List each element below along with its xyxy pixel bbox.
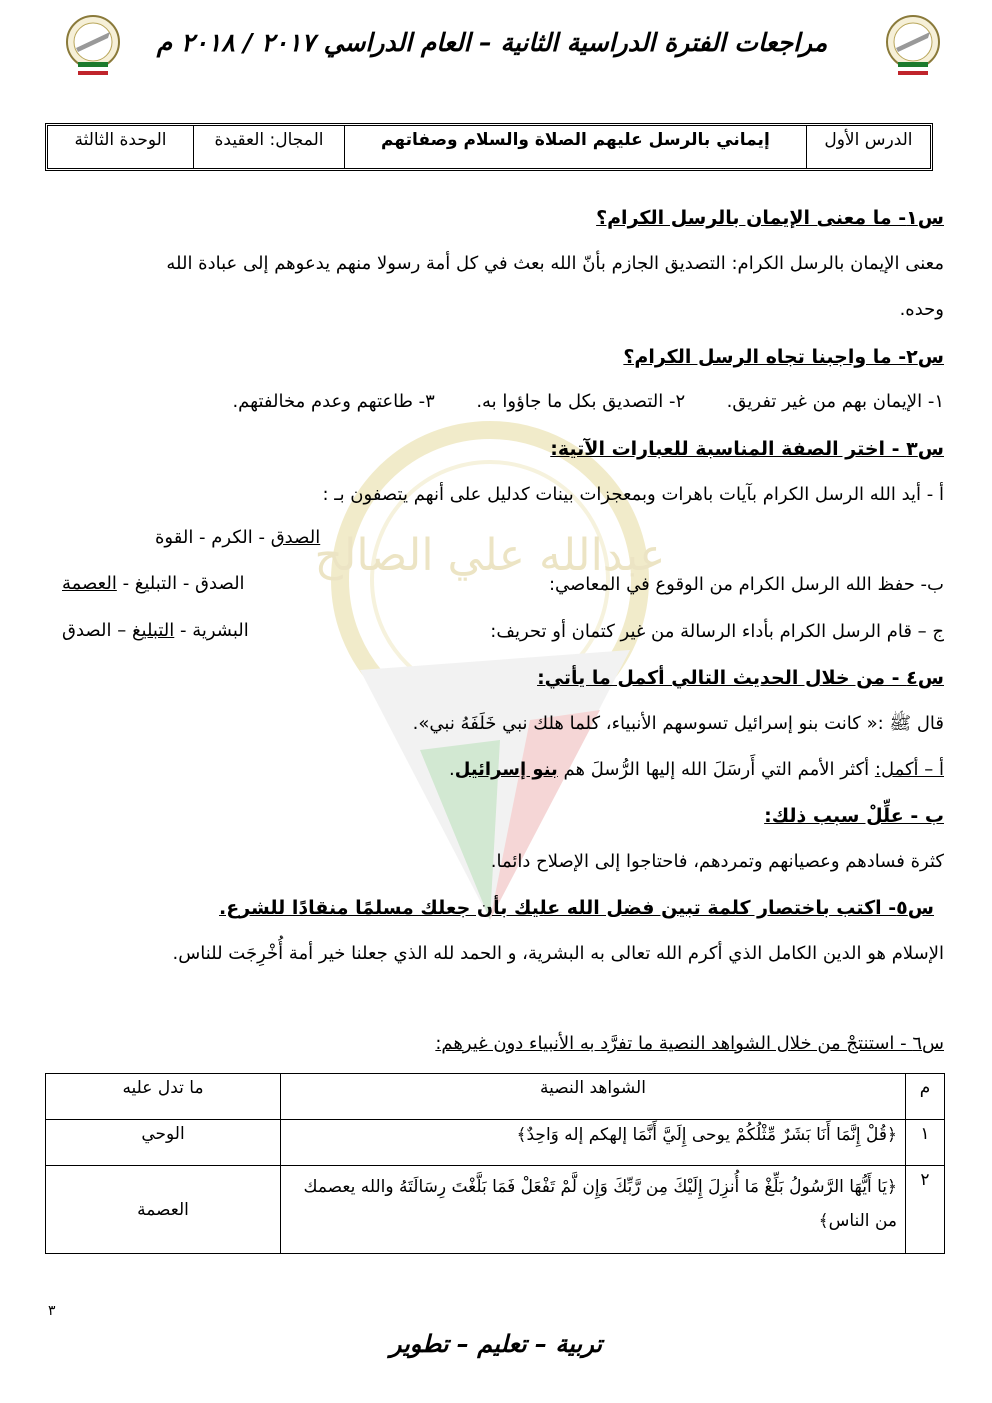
- table-header: ما تدل عليه: [46, 1074, 281, 1120]
- domain-label: المجال: العقيدة: [193, 126, 344, 168]
- footer-motto: تربية – تعليم – تطوير: [389, 1330, 603, 1358]
- school-logo-icon: [64, 14, 122, 76]
- unit-label: الوحدة الثالثة: [74, 130, 167, 150]
- question-3-c: ج – قام الرسل الكرام بأداء الرسالة من غير كتمان أو تحريف:: [490, 621, 944, 642]
- answer-1-line-1: معنى الإيمان بالرسل الكرام: التصديق الجازم بأنّ الله بعث في كل أمة رسولا منهم يدعوهم إلى عبادة الله: [166, 253, 944, 274]
- evidence-text: ﴿يَا أَيُّهَا الرَّسُولُ بَلِّغْ مَا أُنزِلَ إِلَيْكَ مِن رَّبِّكَ وَإِن لَّمْ تَفْعَلْ فَمَا بَلَّغْتَ رِسَالَتَهُ والله يعصمك من الناس﴾: [281, 1166, 906, 1254]
- question-5: س٥- اكتب باختصار كلمة تبين فضل الله عليك بأن جعلك مسلمًا منقادًا للشرع.: [219, 897, 934, 919]
- evidence-table: [45, 1073, 945, 1254]
- lesson-info-table: [45, 123, 933, 171]
- table-header: م: [906, 1074, 945, 1120]
- lesson-number: الدرس الأول: [806, 126, 930, 168]
- table-header-row: [46, 1074, 945, 1120]
- watermark-text: عبدالله علي الصالح: [314, 530, 666, 581]
- page-number: ٣: [48, 1303, 56, 1319]
- row-number: ٢: [906, 1166, 945, 1254]
- question-5-answer: الإسلام هو الدين الكامل الذي أكرم الله تعالى به البشرية، و الحمد لله الذي جعلنا خير أمة أُخْرِجَت للناس.: [172, 943, 944, 964]
- evidence-meaning: العصمة: [46, 1166, 281, 1254]
- table-row: [46, 1166, 945, 1254]
- selected-option: الصدق: [270, 527, 321, 548]
- question-3-b: ب- حفظ الله الرسل الكرام من الوقوع في المعاصي:: [548, 574, 944, 595]
- other-options: – الصدق: [62, 620, 132, 641]
- question-4: س٤ - من خلال الحديث التالي أكمل ما يأتي:: [537, 667, 944, 689]
- question-4-b-answer: كثرة فسادهم وعصيانهم وتمردهم، فاحتاجوا إلى الإصلاح دائما.: [490, 851, 944, 872]
- table-header: الشواهد النصية: [281, 1074, 906, 1120]
- other-options: - الكرم - القوة: [155, 527, 271, 548]
- question-3-c-options: [62, 620, 249, 641]
- table-row: [46, 1120, 945, 1166]
- answer-2-items: [45, 390, 944, 414]
- question-3-a: أ - أيد الله الرسل الكرام بآيات باهرات وبمعجزات بينات كدليل على أنهم يتصفون بـ :: [322, 484, 944, 505]
- row-number: ١: [906, 1120, 945, 1166]
- question-1: س١- ما معنى الإيمان بالرسل الكرام؟: [596, 207, 944, 229]
- selected-option: العصمة: [62, 573, 117, 594]
- question-3-b-options: [62, 573, 245, 594]
- lesson-title: إيماني بالرسل عليهم الصلاة والسلام وصفاتهم: [344, 126, 806, 168]
- question-3-a-options: [155, 527, 320, 548]
- page-title: مراجعات الفترة الدراسية الثانية – العام الدراسي ٢٠١٧ / ٢٠١٨ م: [156, 28, 828, 57]
- question-2: س٢- ما واجبنا تجاه الرسل الكرام؟: [623, 346, 944, 368]
- question-3: س٣ - اختر الصفة المناسبة للعبارات الآتية:: [550, 438, 944, 460]
- selected-option: التبليغ: [131, 620, 175, 641]
- complete-answer: بنو إسرائيل: [454, 759, 558, 780]
- evidence-meaning: الوحي: [46, 1120, 281, 1166]
- question-4-a: أ – أكمل: أكثر الأمم التي أَرسَلَ الله إليها الرُّسلَ هم بنو إسرائيل.: [449, 759, 944, 780]
- question-6: س٦ - استنتجْ من خلال الشواهد النصية ما تفرَّد به الأنبياء دون غيرهم:: [435, 1033, 944, 1054]
- answer-2-item-2: ٢- التصديق بكل ما جاؤوا به.: [476, 391, 686, 412]
- answer-2-item-3: ٣- طاعتهم وعدم مخالفتهم.: [232, 391, 435, 412]
- other-options: الصدق - التبليغ -: [116, 573, 245, 594]
- complete-label: أ – أكمل:: [874, 759, 944, 780]
- other-options: البشرية -: [174, 620, 249, 641]
- hadith-text: قال ﷺ :« كانت بنو إسرائيل تسوسهم الأنبياء، كلما هلك نبي خَلَفَهُ نبي».: [412, 713, 944, 734]
- evidence-text: ﴿قُلْ إِنَّمَا أَنَا بَشَرٌ مِّثْلُكُمْ يوحى إِلَيَّ أَنَّمَا إلهكم إله وَاحِدٌ﴾: [281, 1120, 906, 1166]
- answer-1-line-2: وحده.: [899, 299, 944, 320]
- complete-text: أكثر الأمم التي أَرسَلَ الله إليها الرُّسلَ هم: [557, 759, 875, 780]
- school-logo-icon: [884, 14, 942, 76]
- question-4-b: ب - علِّلْ سبب ذلك:: [764, 805, 944, 827]
- answer-2-item-1: ١- الإيمان بهم من غير تفريق.: [726, 391, 944, 412]
